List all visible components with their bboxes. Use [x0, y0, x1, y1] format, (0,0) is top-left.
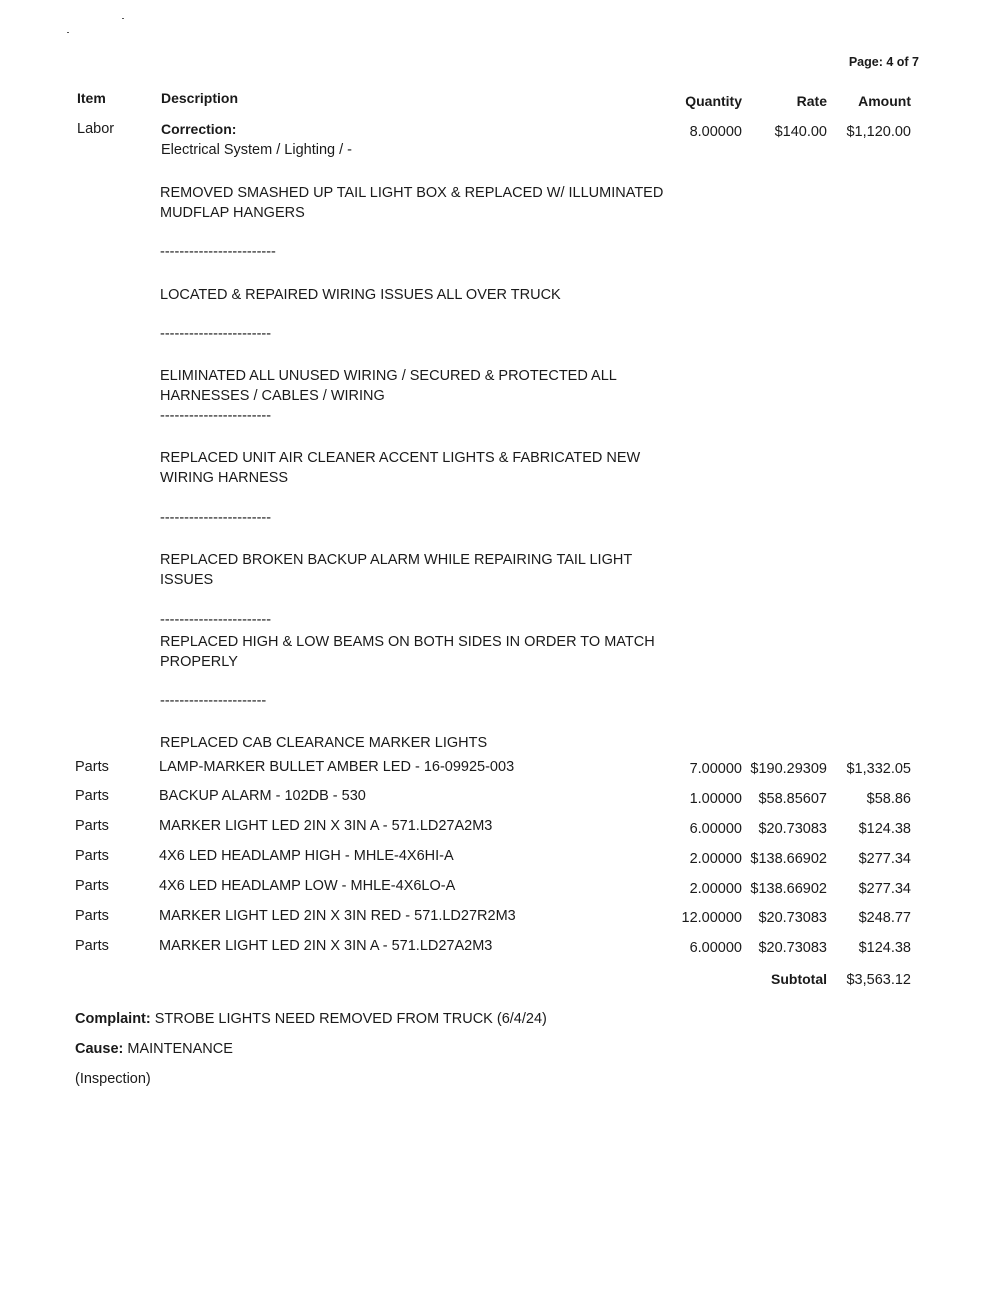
part-description: MARKER LIGHT LED 2IN X 3IN A - 571.LD27A2M3: [159, 818, 493, 834]
labor-note-separator: -----------------------: [160, 612, 272, 628]
subtotal-label: Subtotal: [771, 971, 827, 987]
labor-note-separator: ------------------------: [160, 244, 276, 260]
labor-category: Electrical System / Lighting / -: [161, 142, 352, 158]
labor-note-separator: -----------------------: [160, 408, 272, 424]
part-amount: $1,332.05: [846, 761, 911, 777]
cause-value: MAINTENANCE: [127, 1041, 233, 1057]
part-quantity: 6.00000: [689, 821, 742, 837]
part-item: Parts: [75, 878, 109, 894]
labor-note: REPLACED BROKEN BACKUP ALARM WHILE REPAIRING TAIL LIGHT: [160, 552, 633, 568]
complaint-label: Complaint:: [75, 1011, 151, 1027]
labor-quantity: 8.00000: [689, 124, 742, 140]
part-rate: $20.73083: [758, 940, 827, 956]
part-quantity: 6.00000: [689, 940, 742, 956]
inspection-note: (Inspection): [75, 1071, 151, 1087]
page-number: Page: 4 of 7: [848, 55, 919, 69]
header-item: Item: [77, 90, 106, 106]
part-item: Parts: [75, 938, 109, 954]
part-description: 4X6 LED HEADLAMP HIGH - MHLE-4X6HI-A: [159, 848, 454, 864]
labor-note: WIRING HARNESS: [160, 470, 289, 486]
labor-note: REPLACED HIGH & LOW BEAMS ON BOTH SIDES IN ORDER TO MATCH: [160, 634, 655, 650]
complaint-line: [75, 1011, 547, 1027]
part-description: 4X6 LED HEADLAMP LOW - MHLE-4X6LO-A: [159, 878, 456, 894]
part-description: MARKER LIGHT LED 2IN X 3IN RED - 571.LD27R2M3: [159, 908, 516, 924]
part-item: Parts: [75, 759, 109, 775]
labor-note: REPLACED CAB CLEARANCE MARKER LIGHTS: [160, 735, 488, 751]
part-rate: $138.66902: [750, 851, 827, 867]
scan-speck: [122, 18, 124, 19]
labor-note: LOCATED & REPAIRED WIRING ISSUES ALL OVER TRUCK: [160, 287, 561, 303]
labor-note: PROPERLY: [160, 654, 238, 670]
part-quantity: 2.00000: [689, 881, 742, 897]
part-quantity: 12.00000: [681, 910, 742, 926]
subtotal-value: $3,563.12: [846, 972, 911, 988]
labor-rate: $140.00: [774, 124, 827, 140]
labor-note: REPLACED UNIT AIR CLEANER ACCENT LIGHTS & FABRICATED NEW: [160, 450, 641, 466]
labor-note-separator: -----------------------: [160, 326, 272, 342]
part-item: Parts: [75, 788, 109, 804]
labor-amount: $1,120.00: [846, 124, 911, 140]
labor-note-separator: -----------------------: [160, 510, 272, 526]
part-rate: $190.29309: [750, 761, 827, 777]
header-description: Description: [161, 90, 239, 106]
part-description: BACKUP ALARM - 102DB - 530: [159, 788, 366, 804]
part-description: LAMP-MARKER BULLET AMBER LED - 16-09925-003: [159, 759, 515, 775]
part-amount: $124.38: [858, 821, 911, 837]
complaint-value: STROBE LIGHTS NEED REMOVED FROM TRUCK (6/4/24): [154, 1011, 547, 1027]
cause-line: [75, 1041, 233, 1057]
header-quantity: Quantity: [685, 93, 742, 109]
labor-note: REMOVED SMASHED UP TAIL LIGHT BOX & REPLACED W/ ILLUMINATED: [160, 185, 664, 201]
part-item: Parts: [75, 848, 109, 864]
part-amount: $124.38: [858, 940, 911, 956]
labor-note: ISSUES: [160, 572, 214, 588]
part-rate: $58.85607: [758, 791, 827, 807]
part-amount: $248.77: [858, 910, 911, 926]
labor-note: MUDFLAP HANGERS: [160, 205, 305, 221]
part-rate: $20.73083: [758, 910, 827, 926]
part-rate: $20.73083: [758, 821, 827, 837]
part-quantity: 1.00000: [689, 791, 742, 807]
header-amount: Amount: [858, 93, 911, 109]
labor-title: Correction:: [161, 121, 237, 137]
part-amount: $277.34: [858, 881, 911, 897]
part-amount: $277.34: [858, 851, 911, 867]
part-item: Parts: [75, 818, 109, 834]
labor-note: HARNESSES / CABLES / WIRING: [160, 388, 385, 404]
part-rate: $138.66902: [750, 881, 827, 897]
labor-note: ELIMINATED ALL UNUSED WIRING / SECURED & PROTECTED ALL: [160, 368, 617, 384]
part-description: MARKER LIGHT LED 2IN X 3IN A - 571.LD27A2M3: [159, 938, 493, 954]
part-quantity: 7.00000: [689, 761, 742, 777]
part-quantity: 2.00000: [689, 851, 742, 867]
part-item: Parts: [75, 908, 109, 924]
labor-note-separator: ----------------------: [160, 693, 267, 709]
part-amount: $58.86: [866, 791, 911, 807]
labor-item: Labor: [77, 121, 115, 137]
cause-label: Cause:: [75, 1041, 124, 1057]
header-rate: Rate: [796, 93, 827, 109]
scan-speck: [67, 32, 69, 33]
